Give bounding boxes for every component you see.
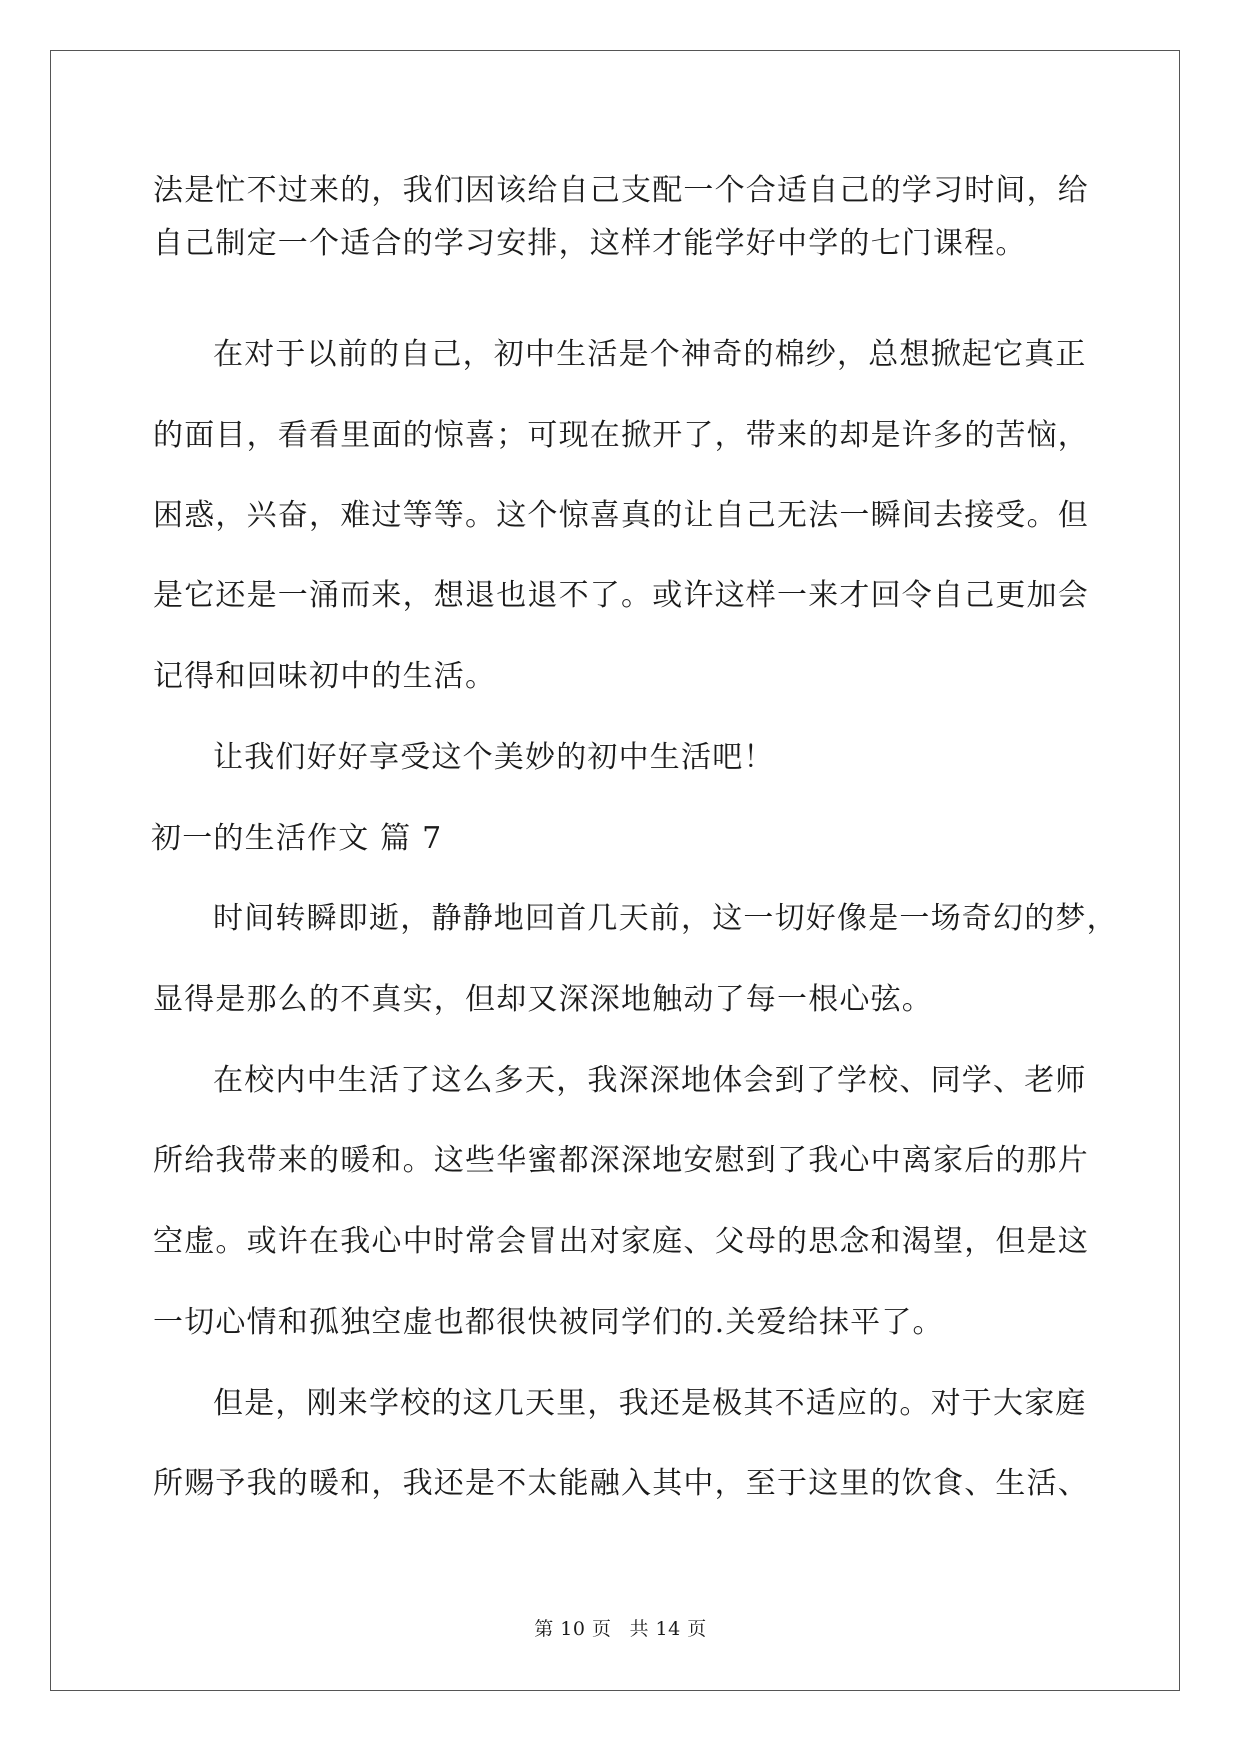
text-line: 自己制定一个适合的学习安排，这样才能学好中学的七门课程。 bbox=[153, 226, 1027, 261]
paragraph-first-line: 在校内中生活了这么多天，我深深地体会到了学校、同学、老师 bbox=[213, 1063, 1087, 1098]
text-line: 空虚。或许在我心中时常会冒出对家庭、父母的思念和渴望，但是这 bbox=[153, 1224, 1089, 1259]
text-line: 一切心情和孤独空虚也都很快被同学们的.关爱给抹平了。 bbox=[153, 1305, 944, 1340]
text-line: 的面目，看看里面的惊喜；可现在掀开了，带来的却是许多的苦恼， bbox=[153, 418, 1089, 453]
page-total: 共 14 页 bbox=[629, 1618, 707, 1640]
text-line: 所给我带来的暖和。这些华蜜都深深地安慰到了我心中离家后的那片 bbox=[153, 1143, 1089, 1178]
text-line: 记得和回味初中的生活。 bbox=[153, 659, 497, 694]
page-border bbox=[50, 50, 1180, 1691]
paragraph-first-line: 时间转瞬即逝，静静地回首几天前，这一切好像是一场奇幻的梦， bbox=[213, 901, 1118, 936]
text-line: 法是忙不过来的，我们因该给自己支配一个合适自己的学习时间，给 bbox=[153, 173, 1089, 208]
paragraph-first-line: 让我们好好享受这个美妙的初中生活吧！ bbox=[213, 740, 775, 775]
page-footer bbox=[0, 1617, 1241, 1641]
text-line: 显得是那么的不真实，但却又深深地触动了每一根心弦。 bbox=[153, 982, 933, 1017]
text-line: 困惑，兴奋，难过等等。这个惊喜真的让自己无法一瞬间去接受。但 bbox=[153, 498, 1089, 533]
section-heading: 初一的生活作文 篇 7 bbox=[151, 821, 443, 856]
text-line: 是它还是一涌而来，想退也退不了。或许这样一来才回令自己更加会 bbox=[153, 578, 1089, 613]
page-number: 第 10 页 bbox=[534, 1618, 612, 1640]
paragraph-first-line: 但是，刚来学校的这几天里，我还是极其不适应的。对于大家庭 bbox=[213, 1386, 1087, 1421]
text-line: 所赐予我的暖和，我还是不太能融入其中，至于这里的饮食、生活、 bbox=[153, 1466, 1089, 1501]
paragraph-first-line: 在对于以前的自己，初中生活是个神奇的棉纱，总想掀起它真正 bbox=[213, 337, 1087, 372]
